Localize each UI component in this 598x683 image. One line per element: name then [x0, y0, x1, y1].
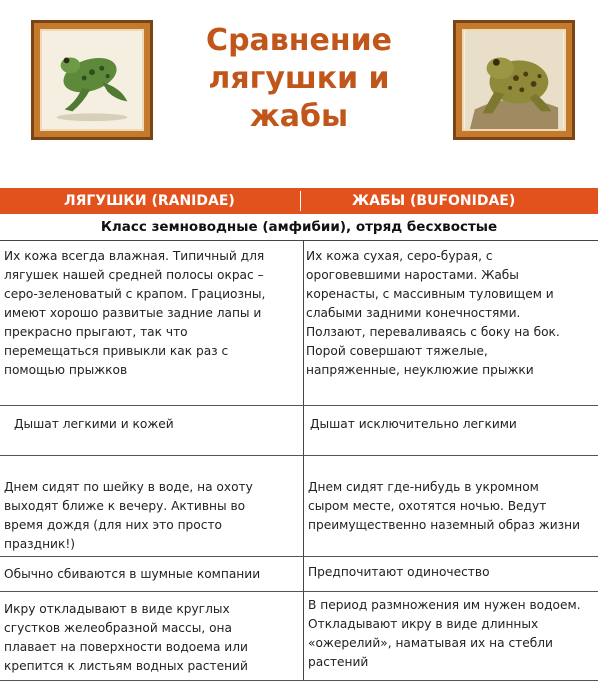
cell-line: «ожерелий», наматывая их на стебли [308, 636, 553, 650]
cell-line: Обычно сбиваются в шумные компании [4, 567, 261, 581]
table-row [0, 406, 598, 456]
toad-cell [308, 563, 598, 582]
cell-line: напряженные, неуклюжие прыжки [306, 363, 534, 377]
table-row [0, 557, 598, 592]
toad-cell [306, 247, 598, 380]
title-line-2: лягушки и [208, 61, 390, 96]
classification-row: Класс земноводные (амфибии), отряд бесхвостые [0, 214, 598, 241]
cell-line: имеют хорошо развитые задние лапы и [4, 306, 262, 320]
cell-line: серо-зеленоватый с крапом. Грациозны, [4, 287, 266, 301]
frog-cell [4, 565, 300, 584]
cell-line: В период размножения им нужен водоем. [308, 598, 581, 612]
cell-line: крепится к листьям водных растений [4, 659, 248, 673]
cell-line: прекрасно прыгают, так что [4, 325, 188, 339]
toad-cell [308, 478, 598, 535]
cell-line: растений [308, 655, 369, 669]
page-title [160, 22, 438, 136]
cell-line: слабыми задними конечностями. [306, 306, 521, 320]
header-divider [300, 191, 301, 211]
toad-image [464, 31, 564, 129]
frog-picture-frame [31, 20, 153, 140]
table-row [0, 241, 598, 406]
frog-cell [4, 478, 300, 554]
frog-cell [14, 415, 310, 434]
header-frogs: ЛЯГУШКИ (RANIDAE) [64, 193, 235, 209]
cell-line: Днем сидят по шейку в воде, на охоту [4, 480, 253, 494]
cell-line: Днем сидят где-нибудь в укромном [308, 480, 539, 494]
table-header-row [0, 188, 598, 214]
toad-cell [310, 415, 598, 434]
cell-line: перемещаться привыкли как раз с [4, 344, 229, 358]
cell-line: помощью прыжков [4, 363, 128, 377]
table-row [0, 592, 598, 681]
cell-line: Икру откладывают в виде круглых [4, 602, 230, 616]
cell-line: ороговевшими наростами. Жабы [306, 268, 519, 282]
cell-line: плавает на поверхности водоема или [4, 640, 248, 654]
frog-cell [4, 247, 300, 380]
frog-image [42, 31, 142, 129]
cell-line: сгустков желеобразной массы, она [4, 621, 232, 635]
cell-line: Их кожа сухая, серо-бурая, с [306, 249, 493, 263]
cell-line: праздник!) [4, 537, 75, 551]
header-toads: ЖАБЫ (BUFONIDAE) [352, 193, 516, 209]
header [0, 0, 598, 185]
table-row [0, 456, 598, 557]
toad-picture-frame [453, 20, 575, 140]
toad-cell [308, 596, 598, 672]
cell-line: Ползают, переваливаясь с боку на бок. [306, 325, 560, 339]
cell-line: Откладывают икру в виде длинных [308, 617, 539, 631]
cell-line: коренасты, с массивным туловищем и [306, 287, 554, 301]
cell-line: Дышат легкими и кожей [14, 417, 174, 431]
cell-line: время дождя (для них это просто [4, 518, 223, 532]
title-line-1: Сравнение [206, 23, 392, 58]
cell-line: сыром месте, охотятся ночью. Ведут [308, 499, 547, 513]
cell-line: Порой совершают тяжелые, [306, 344, 488, 358]
frog-cell [4, 600, 300, 676]
title-line-3: жабы [249, 99, 349, 134]
cell-line: Их кожа всегда влажная. Типичный для [4, 249, 265, 263]
cell-line: Предпочитают одиночество [308, 565, 490, 579]
cell-line: Дышат исключительно легкими [310, 417, 517, 431]
cell-line: выходят ближе к вечеру. Активны во [4, 499, 246, 513]
cell-line: лягушек нашей средней полосы окрас – [4, 268, 264, 282]
cell-line: преимущественно наземный образ жизни [308, 518, 581, 532]
